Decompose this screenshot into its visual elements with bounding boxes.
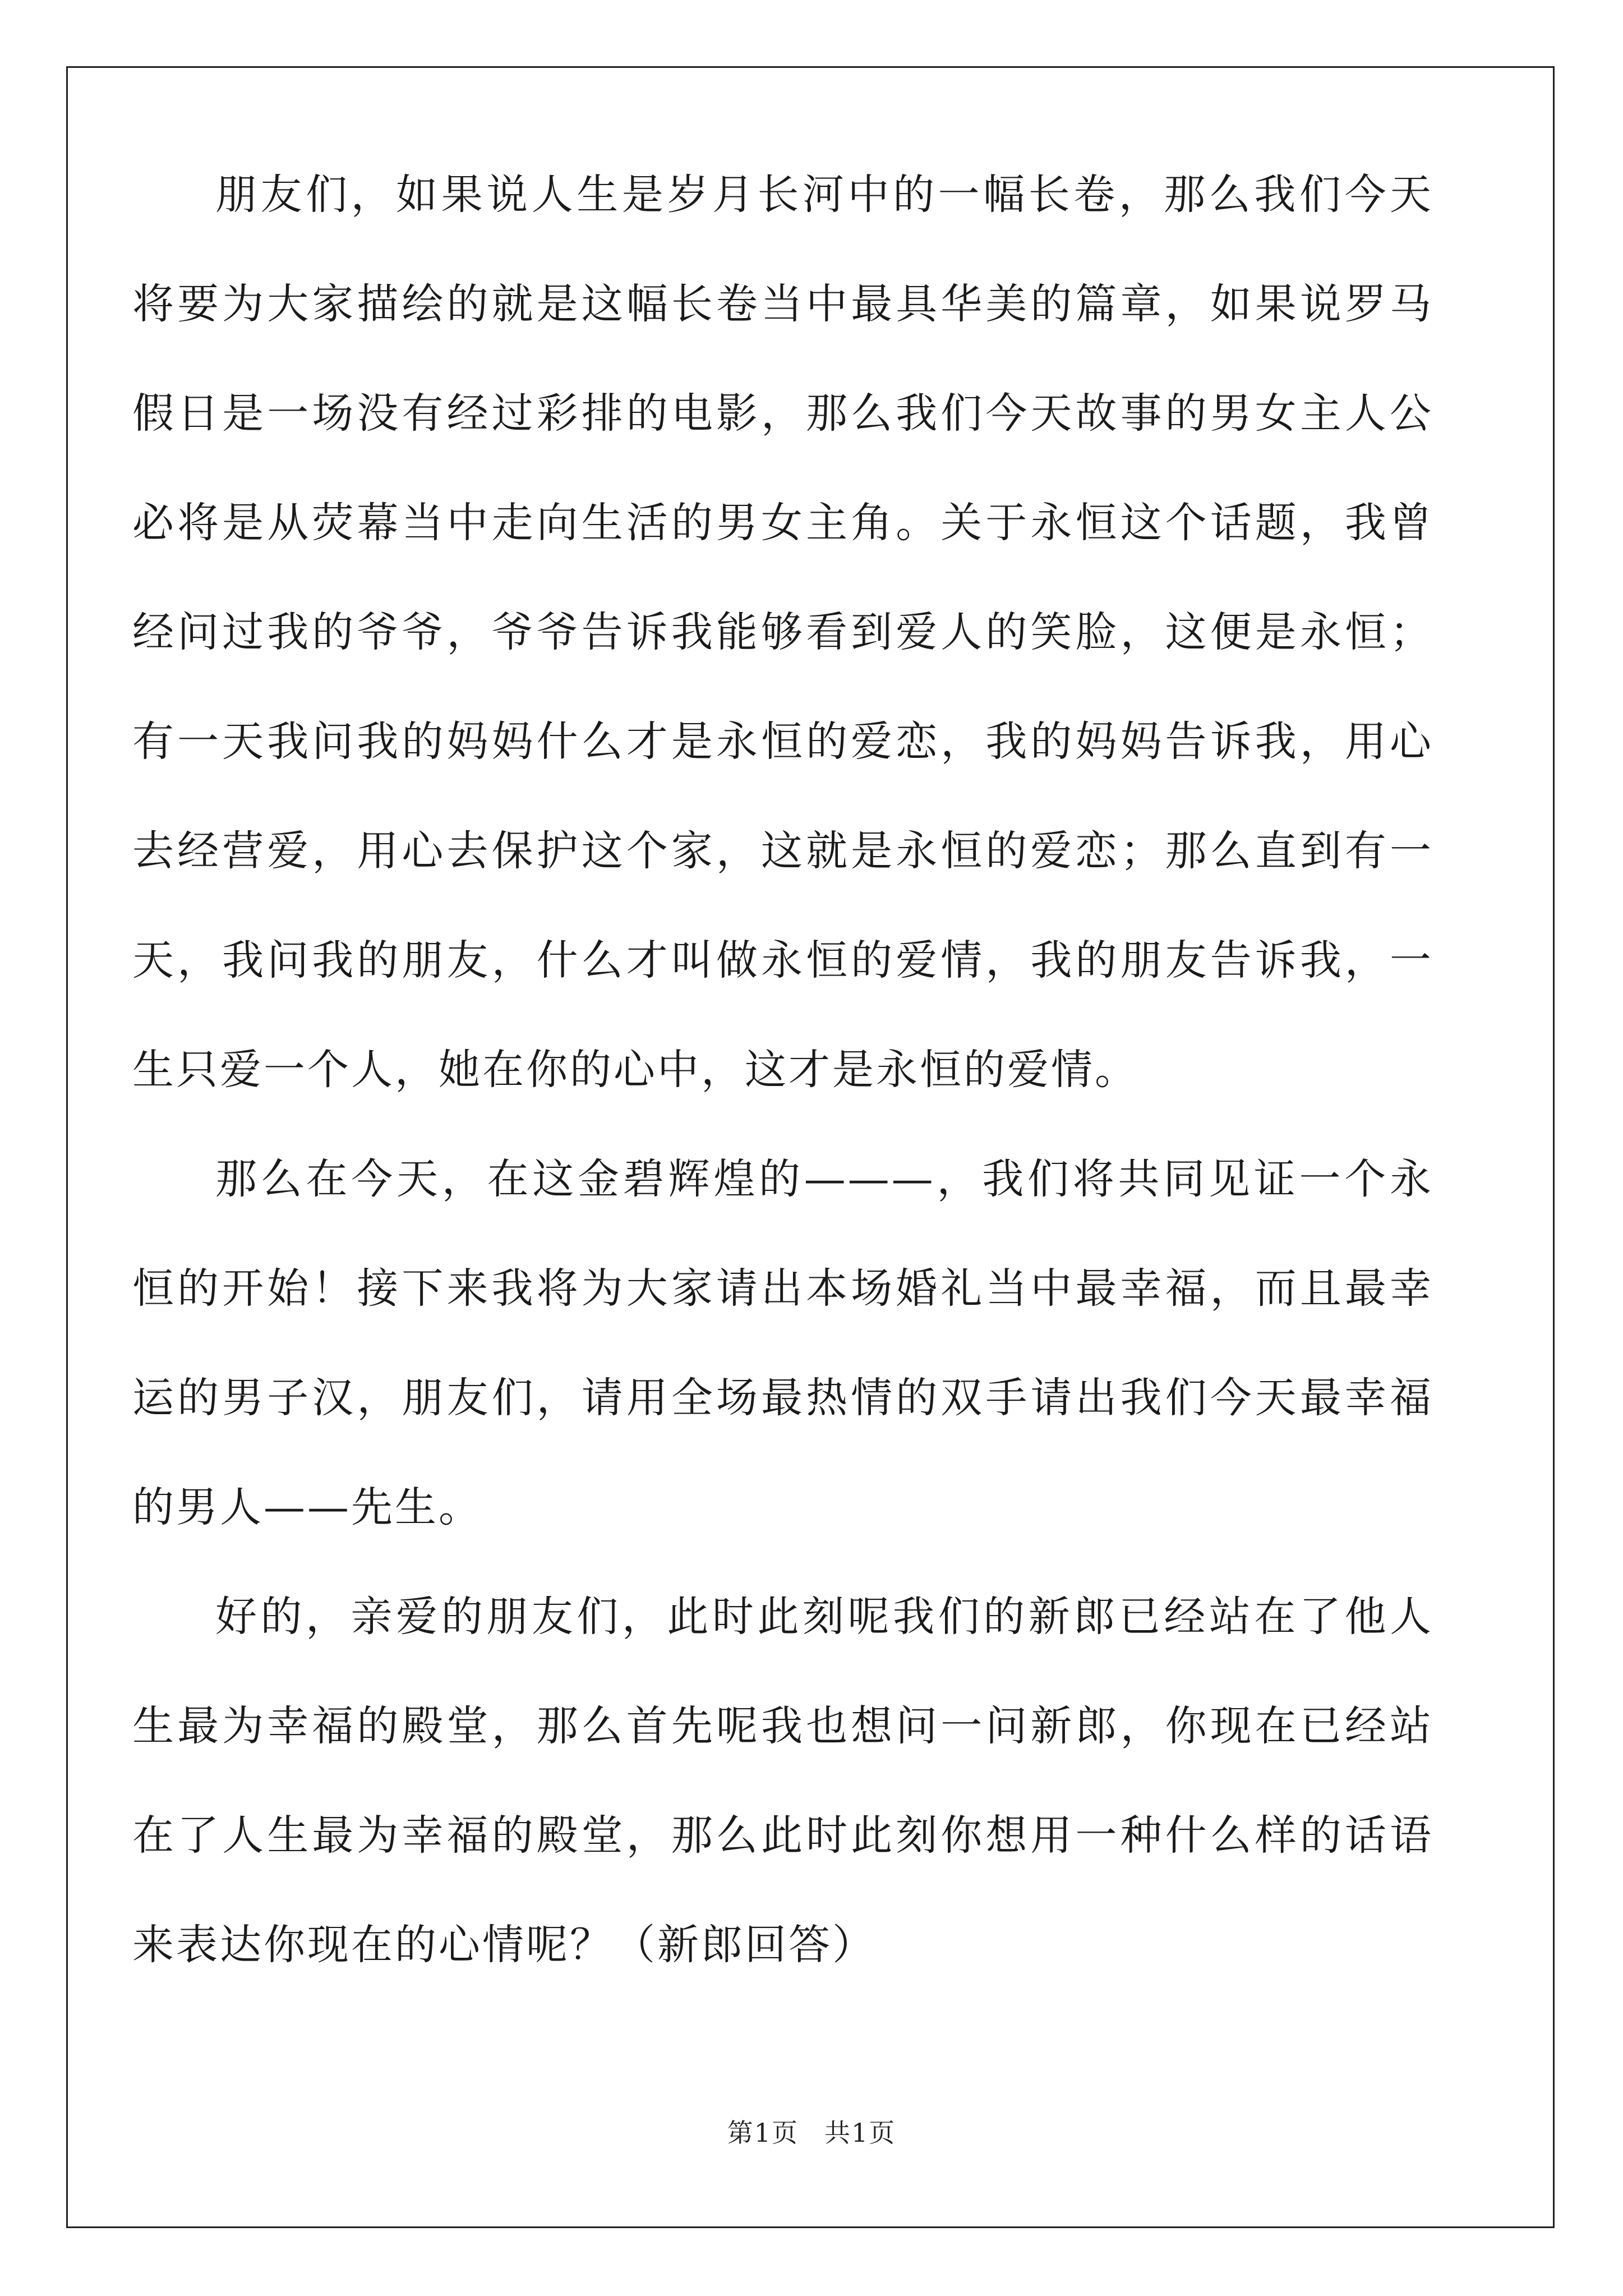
page-total: 共1页 xyxy=(824,2118,896,2148)
paragraph-3: 好的，亲爱的朋友们，此时此刻呢我们的新郎已经站在了他人生最为幸福的殿堂，那么首先呢我也想问一问新郎，你现在已经站在了人生最为幸福的殿堂，那么此时此刻你想用一种什么样的话语来表达你现在的心情呢？（新郎回答） xyxy=(132,1593,1433,1969)
document-body xyxy=(132,140,1433,2000)
paragraph-1: 朋友们，如果说人生是岁月长河中的一幅长卷，那么我们今天将要为大家描绘的就是这幅长卷当中最具华美的篇章，如果说罗马假日是一场没有经过彩排的电影，那么我们今天故事的男女主人公必将是从荧幕当中走向生活的男女主角。关于永恒这个话题，我曾经问过我的爷爷，爷爷告诉我能够看到爱人的笑脸，这便是永恒；有一天我问我的妈妈什么才是永恒的爱恋，我的妈妈告诉我，用心去经营爱，用心去保护这个家，这就是永恒的爱恋；那么直到有一天，我问我的朋友，什么才叫做永恒的爱情，我的朋友告诉我，一生只爱一个人，她在你的心中，这才是永恒的爱情。 xyxy=(132,171,1433,1094)
paragraph-2: 那么在今天，在这金碧辉煌的———，我们将共同见证一个永恒的开始！接下来我将为大家请出本场婚礼当中最幸福，而且最幸运的男子汉，朋友们，请用全场最热情的双手请出我们今天最幸福的男人——先生。 xyxy=(132,1155,1433,1531)
page-number: 第1页 xyxy=(727,2118,799,2148)
page-footer xyxy=(0,2116,1623,2150)
